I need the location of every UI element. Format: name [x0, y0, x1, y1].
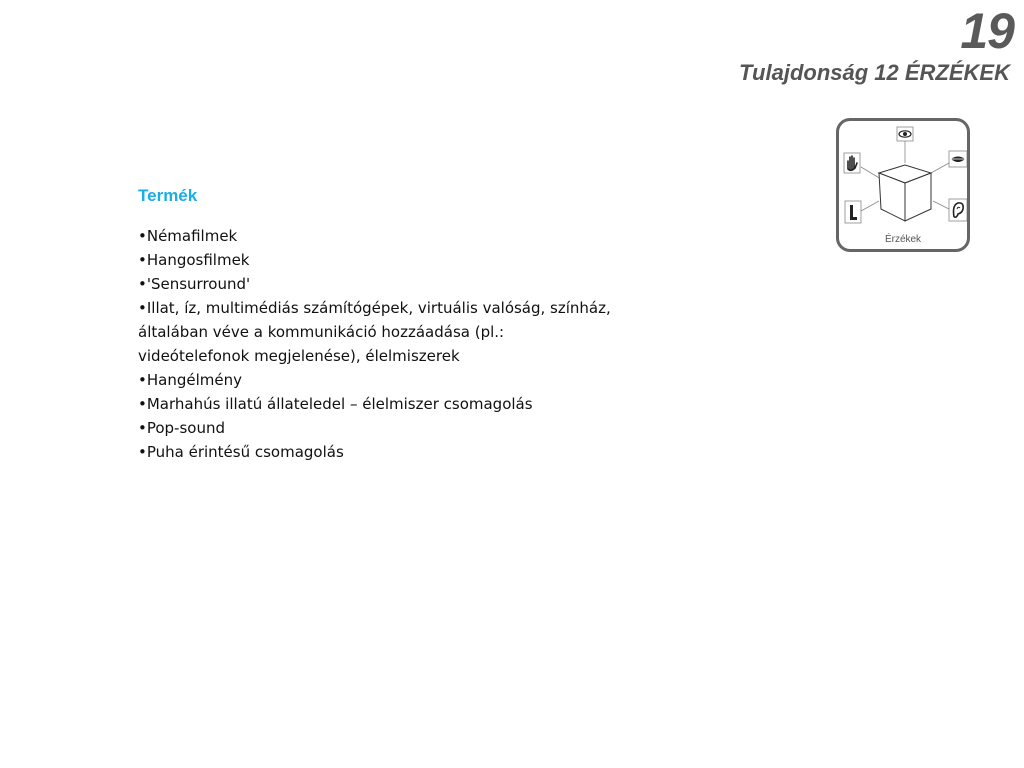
- list-item: •Pop-sound: [138, 419, 225, 437]
- content-block: [138, 184, 618, 464]
- list-item: •Némafilmek: [138, 227, 238, 245]
- senses-diagram: [839, 121, 967, 249]
- foot-icon: [845, 201, 861, 223]
- list-item: •Hangélmény: [138, 371, 242, 389]
- eye-icon: [897, 127, 913, 141]
- list-item: •Illat, íz, multimédiás számítógépek, virtuális valóság, színház, általában véve a kommunikáció hozzáadása (pl.: videótelefonok megjelenése), élelmiszerek: [138, 299, 611, 365]
- list-item: •Marhahús illatú állateledel – élelmiszer csomagolás: [138, 395, 533, 413]
- senses-figure: [836, 118, 970, 252]
- slide-title: Tulajdonság 12 ÉRZÉKEK: [739, 60, 1010, 85]
- ear-icon: [949, 199, 967, 221]
- cube-icon: [879, 165, 931, 221]
- list-item: •'Sensurround': [138, 275, 251, 293]
- mouth-icon: [949, 151, 967, 167]
- section-heading: Termék: [138, 186, 198, 205]
- figure-caption: Érzékek: [884, 234, 922, 245]
- hand-icon: [844, 153, 860, 173]
- slide-number: 19: [960, 3, 1014, 59]
- list-item: •Puha érintésű csomagolás: [138, 443, 344, 461]
- list-item: •Hangosfilmek: [138, 251, 250, 269]
